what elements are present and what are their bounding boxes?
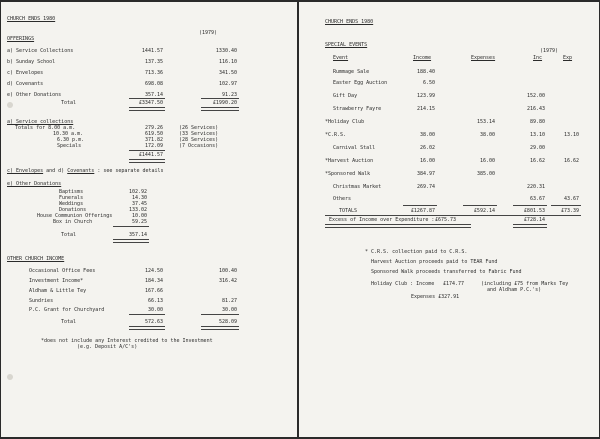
event-income: 188.40 — [416, 69, 435, 75]
totals-income: £1267.87 — [410, 208, 435, 214]
income-prev: 30.00 — [221, 307, 237, 313]
excess-value: £675.73 — [435, 217, 457, 223]
income-value: 66.13 — [147, 298, 163, 304]
rule — [201, 314, 239, 315]
offering-prev: 116.10 — [218, 59, 237, 65]
income-prev: 81.27 — [221, 298, 237, 304]
event-income: 384.97 — [416, 171, 435, 177]
note-text: : see separate details — [94, 168, 164, 174]
left-page — [1, 2, 297, 437]
events-note: Harvest Auction proceeds paid to TEAR Fund — [371, 259, 498, 265]
event-inc: 152.00 — [526, 93, 545, 99]
income-prev: 316.42 — [218, 278, 237, 284]
donation-value: 102.92 — [128, 189, 147, 195]
income-prev: 100.40 — [218, 268, 237, 274]
offering-prev: 341.50 — [218, 70, 237, 76]
note-text: and d) — [43, 168, 68, 174]
service-note: (33 Services) — [179, 131, 219, 137]
event-expenses: 153.14 — [476, 119, 495, 125]
double-rule — [201, 107, 239, 111]
donation-label: Baptisms — [59, 189, 84, 195]
footnote: *does not include any Interest credited to the Investment — [41, 338, 213, 344]
income-label: Aldham & Little Tey — [29, 288, 87, 294]
service-note: (28 Services) — [179, 137, 219, 143]
event-name: Gift Day — [333, 93, 358, 99]
event-name: Easter Egg Auction — [333, 80, 388, 86]
income-value: 30.00 — [147, 307, 163, 313]
donation-label: Weddings — [59, 201, 84, 207]
offering-value: 1441.57 — [141, 48, 163, 54]
service-title: a) Service collections — [7, 119, 74, 125]
rule — [551, 205, 581, 206]
holiday-label: Holiday Club : Income — [371, 281, 435, 287]
event-income: 269.74 — [416, 184, 435, 190]
excess-prev: £728.14 — [523, 217, 545, 223]
holiday-expenses: Expenses £327.91 — [411, 294, 460, 300]
envelopes-link-text: c) Envelopes — [7, 168, 44, 174]
donation-value: 37.45 — [131, 201, 147, 207]
punch-hole — [7, 374, 13, 380]
event-income: 38.00 — [419, 132, 435, 138]
donation-value: 10.00 — [131, 213, 147, 219]
donation-label: Funerals — [59, 195, 84, 201]
col-income: Income — [413, 55, 432, 61]
offering-label: e) Other Donations — [7, 92, 62, 98]
donations-total: 357.14 — [128, 232, 147, 238]
offering-label: a) Service Collections — [7, 48, 74, 54]
double-rule — [513, 224, 547, 228]
events-note: * C.R.S. collection paid to C.R.S. — [365, 249, 468, 255]
service-value: 172.09 — [144, 143, 163, 149]
events-note: Sponsored Walk proceeds transferred to Fabric Fund — [371, 269, 522, 275]
event-expenses: 38.00 — [479, 132, 495, 138]
event-income: 6.50 — [422, 80, 435, 86]
left-header: CHURCH ENDS 1980 — [7, 16, 56, 22]
offering-label: c) Envelopes — [7, 70, 44, 76]
excess-label: Excess of Income over Expenditure : — [329, 217, 435, 223]
event-income: 26.02 — [419, 145, 435, 151]
holiday-income: £174.77 — [443, 281, 465, 287]
rule — [129, 314, 165, 315]
double-rule — [129, 326, 165, 330]
col-inc: Inc — [533, 55, 543, 61]
event-exp: 13.10 — [563, 132, 579, 138]
income-total-label: Total — [61, 319, 77, 325]
totals-inc: £801.53 — [523, 208, 545, 214]
event-income: 214.15 — [416, 106, 435, 112]
service-label: Totals for 8.00 a.m. — [15, 125, 76, 131]
rule — [129, 150, 165, 151]
footnote: (e.g. Deposit A/C's) — [77, 344, 138, 350]
right-year-col: (1979) — [540, 48, 559, 54]
rule — [325, 215, 581, 216]
service-value: 619.50 — [144, 131, 163, 137]
punch-hole — [7, 102, 13, 108]
event-inc: 216.43 — [526, 106, 545, 112]
event-name: Others — [333, 196, 352, 202]
double-rule — [129, 107, 165, 111]
offering-prev: 91.23 — [221, 92, 237, 98]
event-inc: 220.31 — [526, 184, 545, 190]
event-name: *Sponsored Walk — [325, 171, 371, 177]
donations-total-label: Total — [61, 232, 77, 238]
offering-label: d) Covenants — [7, 81, 44, 87]
income-label: Investment Income* — [29, 278, 84, 284]
envelopes-note — [7, 168, 164, 174]
event-income: 16.00 — [419, 158, 435, 164]
offerings-title: OFFERINGS — [7, 36, 35, 42]
offerings-total: £3347.50 — [138, 100, 163, 106]
event-name: *Holiday Club — [325, 119, 365, 125]
service-label: 6.30 p.m. — [57, 137, 85, 143]
totals-label: TOTALS — [339, 208, 358, 214]
col-expenses: Expenses — [471, 55, 496, 61]
service-label: 10.30 a.m. — [53, 131, 84, 137]
rule — [403, 205, 437, 206]
offerings-total-prev: £1990.20 — [212, 100, 237, 106]
offering-prev: 102.97 — [218, 81, 237, 87]
offering-value: 357.14 — [144, 92, 163, 98]
col-exp: Exp — [563, 55, 573, 61]
event-name: Christmas Market — [333, 184, 382, 190]
service-label: Specials — [57, 143, 82, 149]
col-event: Event — [333, 55, 349, 61]
offering-prev: 1330.40 — [215, 48, 237, 54]
event-exp: 43.67 — [563, 196, 579, 202]
income-total-prev: 528.09 — [218, 319, 237, 325]
offerings-total-label: Total — [61, 100, 77, 106]
right-header: CHURCH ENDS 1980 — [325, 19, 374, 25]
double-rule — [201, 326, 239, 330]
event-inc: 63.67 — [529, 196, 545, 202]
holiday-detail: and Aldham P.C.'s) — [487, 287, 542, 293]
event-inc: 29.00 — [529, 145, 545, 151]
donation-label: House Communion Offerings — [37, 213, 113, 219]
event-name: Strawberry Fayre — [333, 106, 382, 112]
rule — [201, 98, 239, 99]
donation-value: 59.25 — [131, 219, 147, 225]
event-inc: 89.80 — [529, 119, 545, 125]
income-value: 184.34 — [144, 278, 163, 284]
rule — [513, 205, 547, 206]
donation-label: Donations — [59, 207, 87, 213]
other-income-title: OTHER CHURCH INCOME — [7, 256, 65, 262]
right-page — [299, 2, 599, 437]
rule — [129, 98, 165, 99]
service-value: 371.82 — [144, 137, 163, 143]
event-exp: 16.62 — [563, 158, 579, 164]
left-year-col: (1979) — [199, 30, 218, 36]
donation-value: 14.30 — [131, 195, 147, 201]
special-events-title: SPECIAL EVENTS — [325, 42, 368, 48]
service-note: (26 Services) — [179, 125, 219, 131]
event-expenses: 16.00 — [479, 158, 495, 164]
totals-exp: £73.39 — [560, 208, 579, 214]
event-inc: 16.62 — [529, 158, 545, 164]
donation-label: Box in Church — [53, 219, 93, 225]
offering-value: 698.08 — [144, 81, 163, 87]
service-value: 279.26 — [144, 125, 163, 131]
event-name: Carnival Stall — [333, 145, 376, 151]
totals-expenses: £592.14 — [473, 208, 495, 214]
double-rule — [129, 159, 165, 163]
service-note: (7 Occasions) — [179, 143, 219, 149]
event-inc: 13.10 — [529, 132, 545, 138]
income-label: Sundries — [29, 298, 54, 304]
double-rule — [113, 239, 149, 243]
rule — [463, 205, 497, 206]
event-name: *C.R.S. — [325, 132, 347, 138]
income-value: 124.50 — [144, 268, 163, 274]
income-value: 167.66 — [144, 288, 163, 294]
other-donations-title: e) Other Donations — [7, 181, 62, 187]
event-expenses: 385.00 — [476, 171, 495, 177]
holiday-detail: (including £75 from Marks Tey — [481, 281, 569, 287]
offering-label: b) Sunday School — [7, 59, 56, 65]
event-name: *Harvest Auction — [325, 158, 374, 164]
rule — [113, 226, 149, 227]
service-total: £1441.57 — [138, 152, 163, 158]
double-rule — [325, 224, 471, 228]
offering-value: 713.36 — [144, 70, 163, 76]
offering-value: 137.35 — [144, 59, 163, 65]
income-label: P.C. Grant for Churchyard — [29, 307, 105, 313]
event-name: Rummage Sale — [333, 69, 370, 75]
income-total: 572.63 — [144, 319, 163, 325]
donation-value: 133.02 — [128, 207, 147, 213]
covenants-text: Covenants — [67, 168, 95, 174]
income-label: Occasional Office Fees — [29, 268, 96, 274]
event-income: 123.99 — [416, 93, 435, 99]
